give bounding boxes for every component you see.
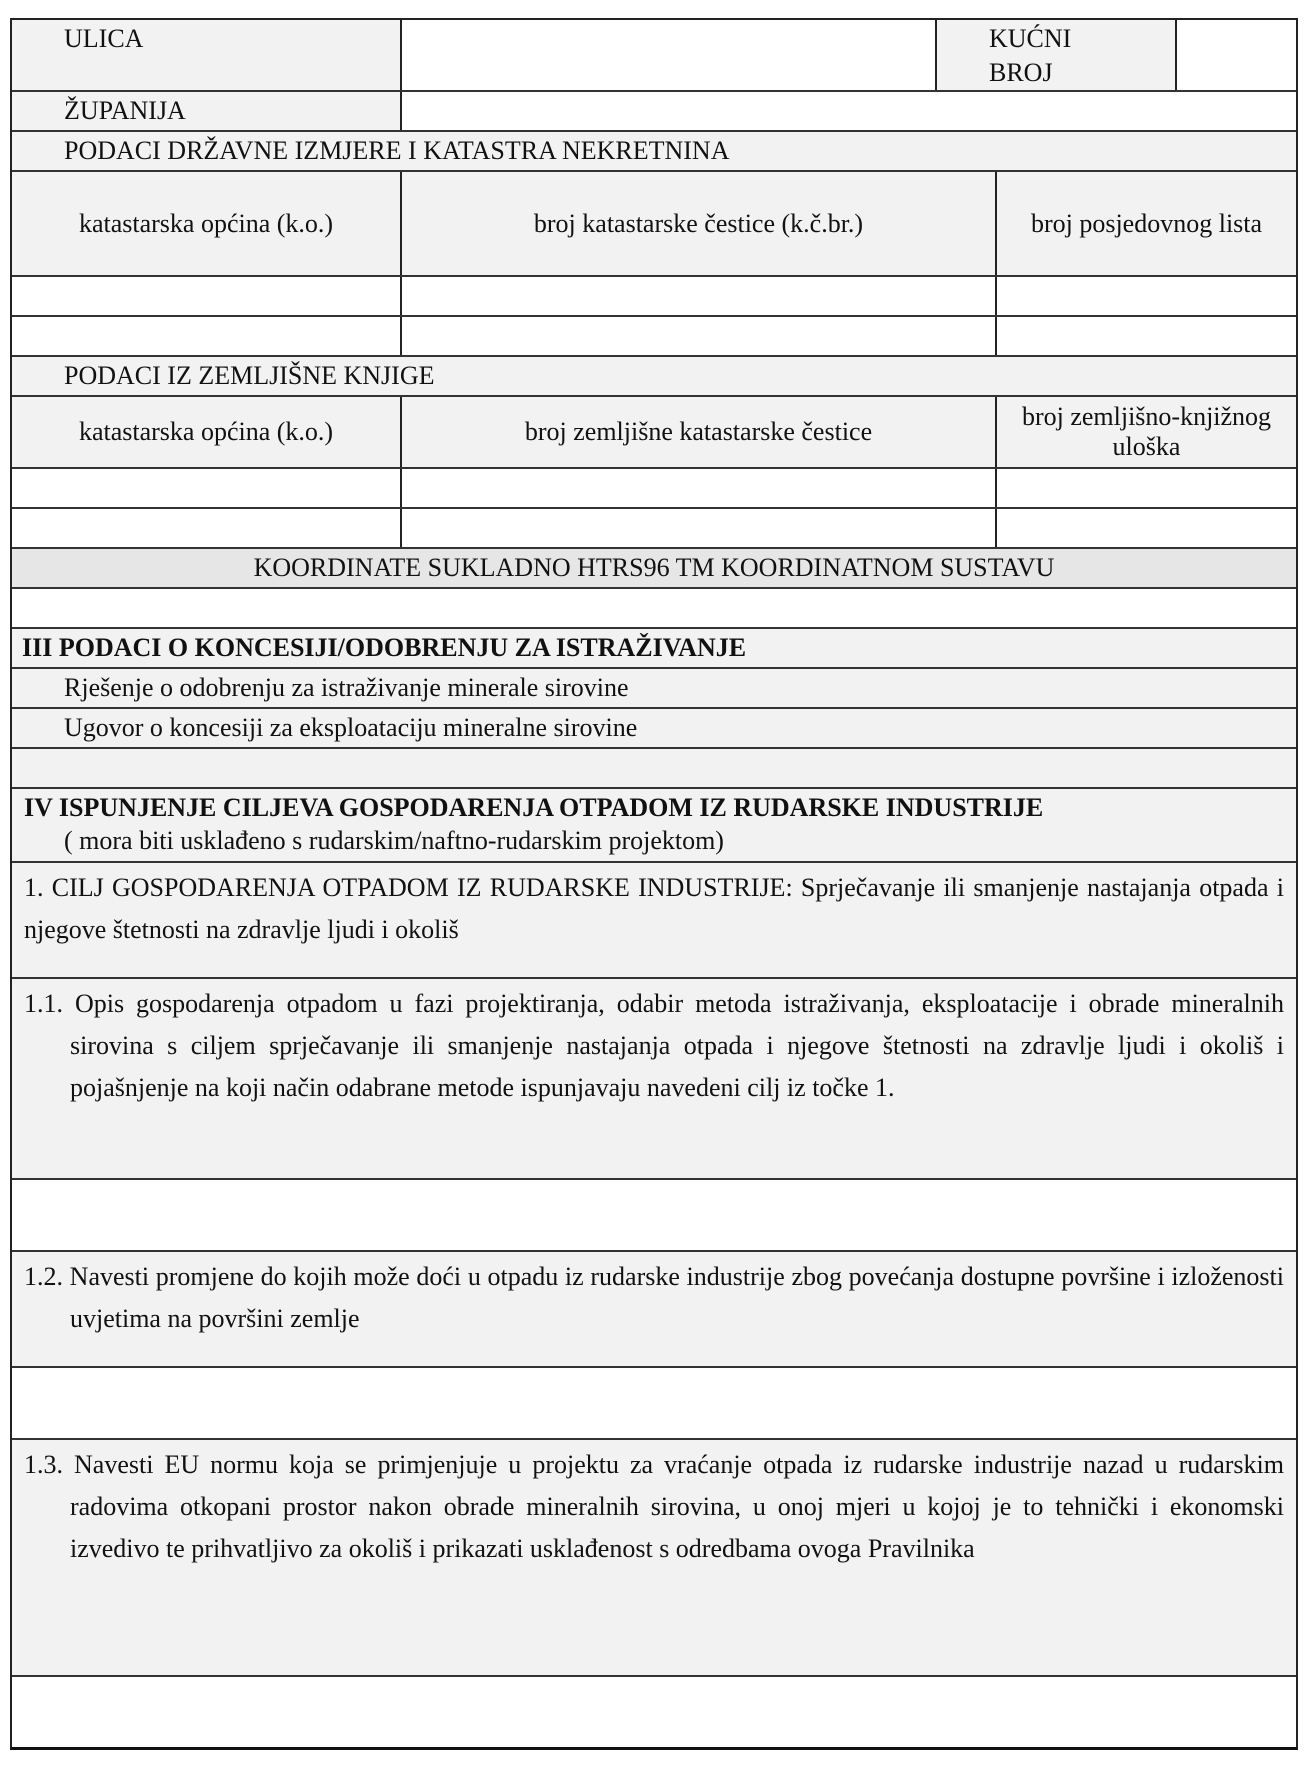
land-registry-col-parcel: broj zemljišne katastarske čestice [400,397,995,467]
cadastre-sheet-field[interactable] [995,317,1296,355]
cadastre-parcel-field[interactable] [400,277,995,315]
coordinates-row [12,587,1296,627]
section4-item-2-answer-row [12,1366,1296,1438]
section4-item-3-text: 1.3. Navesti EU normu koja se primjenjuje u projektu za vraćanje otpada iz rudarske industrije nazad u rudarskim radovima otkopani prostor nakon obrade mineralnih sirovina, u onoj mjeri u kojoj je to tehnički i ekonomski izvedivo te prihvatljivo za okoliš i prikazati usklađenost s odredbama ovoga Pravilnika [12,1440,1296,1675]
section4-title-row [12,787,1296,861]
land-registry-parcel-field[interactable] [400,509,995,547]
cadastre-municipality-field[interactable] [12,277,400,315]
section4-item-2-text: 1.2. Navesti promjene do kojih može doći u otpadu iz rudarske industrije zbog povećanja dostupne površine i izloženosti uvjetima na površini zemlje [12,1252,1296,1366]
street-label: ULICA [12,20,400,90]
house-number-label-line2: BROJ [989,58,1053,87]
land-registry-title: PODACI IZ ZEMLJIŠNE KNJIGE [12,357,1296,395]
section3-answer-row [12,747,1296,787]
coordinates-field[interactable] [12,589,1296,627]
land-registry-row-1 [12,467,1296,507]
land-registry-parcel-field[interactable] [400,469,995,507]
cadastre-municipality-field[interactable] [12,317,400,355]
section4-item-2-answer-field[interactable] [12,1368,1296,1438]
street-field[interactable] [400,20,935,90]
section3-answer-field[interactable] [12,749,1296,787]
land-registry-row-2 [12,507,1296,547]
section3-item-row [12,667,1296,707]
house-number-label-line1: KUĆNI [989,24,1072,53]
section4-goal: 1. CILJ GOSPODARENJA OTPADOM IZ RUDARSKE INDUSTRIJE: Sprječavanje ili smanjenje nastajanja otpada i njegove štetnosti na zdravlje ljudi i okoliš [12,863,1296,977]
cadastre-row-1 [12,275,1296,315]
land-registry-col-municipality: katastarska općina (k.o.) [12,397,400,467]
land-registry-deed-field[interactable] [995,509,1296,547]
section4-item-1-text: 1.1. Opis gospodarenja otpadom u fazi projektiranja, odabir metoda istraživanja, eksploatacije i obrade mineralnih sirovina s ciljem sprječavanje ili smanjenje nastajanja otpada i njegove štetnosti na zdravlje ljudi i okoliš i pojašnjenje na koji način odabrane metode ispunjavaju navedeni cilj iz točke 1. [12,979,1296,1178]
section4-item-3-row [12,1438,1296,1675]
section4-item-2-row [12,1250,1296,1366]
section3-title: III PODACI O KONCESIJI/ODOBRENJU ZA ISTRAŽIVANJE [12,629,1296,667]
section3-title-row [12,627,1296,667]
land-registry-col-deed: broj zemljišno-knjižnog uloška [995,397,1296,467]
land-registry-municipality-field[interactable] [12,469,400,507]
cadastre-col-parcel: broj katastarske čestice (k.č.br.) [400,172,995,275]
county-field[interactable] [400,92,1296,130]
land-registry-header-row [12,395,1296,467]
cadastre-title-row [12,130,1296,170]
section3-item-concession: Ugovor o koncesiji za eksploataciju mineralne sirovine [12,709,1296,747]
cadastre-col-municipality: katastarska općina (k.o.) [12,172,400,275]
house-number-label [935,20,1175,90]
section3-item-approval: Rješenje o odobrenju za istraživanje minerale sirovine [12,669,1296,707]
county-label: ŽUPANIJA [12,92,400,130]
section4-item-1-answer-field[interactable] [12,1180,1296,1250]
coordinates-title-row [12,547,1296,587]
section4-item-3-answer-row [12,1675,1296,1747]
section4-item-3-answer-field[interactable] [12,1677,1296,1747]
cadastre-sheet-field[interactable] [995,277,1296,315]
section4-item-1-answer-row [12,1178,1296,1250]
land-registry-municipality-field[interactable] [12,509,400,547]
cadastre-parcel-field[interactable] [400,317,995,355]
house-number-field[interactable] [1175,20,1296,90]
section3-item-row [12,707,1296,747]
mining-waste-form [10,18,1298,1750]
coordinates-title: KOORDINATE SUKLADNO HTRS96 TM KOORDINATNOM SUSTAVU [12,549,1296,587]
cadastre-col-possession-sheet: broj posjedovnog lista [995,172,1296,275]
cadastre-row-2 [12,315,1296,355]
land-registry-deed-field[interactable] [995,469,1296,507]
county-row [12,90,1296,130]
section4-subtitle: ( mora biti usklađeno s rudarskim/naftno-rudarskim projektom) [64,826,724,855]
street-row [12,18,1296,90]
cadastre-title: PODACI DRŽAVNE IZMJERE I KATASTRA NEKRETNINA [12,132,1296,170]
section4-title: IV ISPUNJENJE CILJEVA GOSPODARENJA OTPADOM IZ RUDARSKE INDUSTRIJE [24,793,1044,822]
cadastre-header-row [12,170,1296,275]
section4-item-1-row [12,977,1296,1178]
section4-goal-row [12,861,1296,977]
land-registry-title-row [12,355,1296,395]
section4-header [12,789,1296,861]
